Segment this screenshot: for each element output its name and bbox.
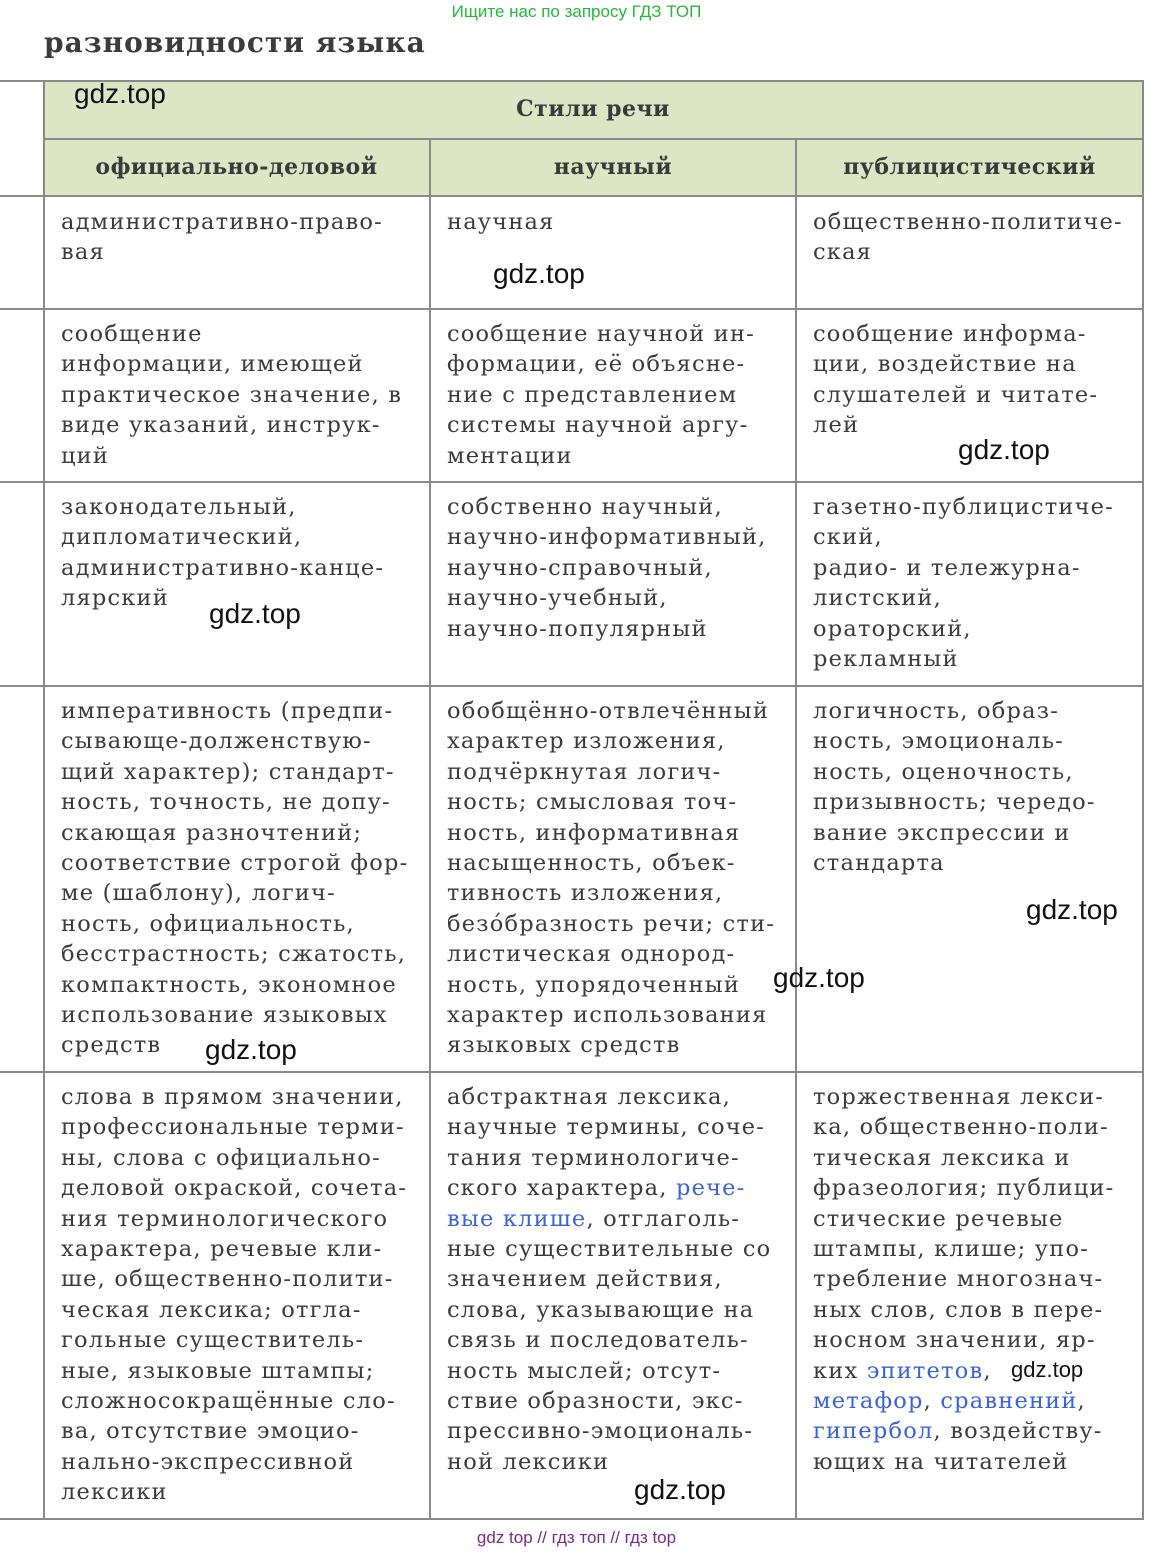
rule-row-3 bbox=[0, 685, 1144, 687]
watermark: gdz.top bbox=[773, 962, 865, 993]
cell-r2-scientific: сообщение научной ин- формации, её объясне- ние с представлением системы научной аргу- ментации bbox=[447, 321, 755, 469]
cell-r1-publicistic: общественно-политиче- ская bbox=[813, 209, 1123, 266]
watermark: gdz.top bbox=[74, 78, 166, 109]
speech-cliche-link[interactable]: рече- вые клише bbox=[447, 1175, 746, 1232]
watermark: gdz.top bbox=[493, 258, 585, 289]
column-header-official: официально-деловой bbox=[95, 154, 378, 180]
footer-links: gdz top // гдз топ // гдз top bbox=[476, 1528, 677, 1547]
top-banner: Ищите нас по запросу ГДЗ ТОП bbox=[451, 2, 702, 21]
rule-group-header bbox=[44, 138, 1144, 140]
rule-top bbox=[0, 80, 1144, 82]
cell-r5-publicistic-text-a: торжественная лекси- ка, общественно-поли- тическая лексика и фразеология; публици- стические речевые штампы, клише; упо- требление многознач- ных слов, слов в пере- носном значении, яр- ких bbox=[813, 1084, 1115, 1384]
hyperboles-link[interactable]: гипербол bbox=[813, 1418, 934, 1445]
column-header-publicistic: публицистический bbox=[843, 154, 1096, 180]
comparisons-link[interactable]: сравнений bbox=[940, 1388, 1078, 1415]
cell-r5-publicistic-text-b: , bbox=[983, 1357, 992, 1384]
cell-r3-official: законодательный, дипломатический, административно-канце- лярский bbox=[61, 494, 385, 612]
rule-col-2 bbox=[795, 138, 797, 1520]
cell-r1-scientific: научная bbox=[447, 209, 555, 235]
cell-r5-publicistic bbox=[813, 1082, 1114, 1477]
rule-right bbox=[1142, 80, 1144, 1520]
cell-r2-official: сообщение информации, имеющей практическое значение, в виде указаний, инструк- ций bbox=[61, 321, 403, 469]
cell-r2-publicistic: сообщение информа- ции, воздействие на слушателей и читате- лей bbox=[813, 321, 1099, 439]
watermark: gdz.top bbox=[1026, 894, 1118, 925]
cell-r4-publicistic: логичность, образ- ность, эмоциональ- ность, оценочность, призывность; чередо- вание экспрессии и стандарта bbox=[813, 698, 1096, 877]
watermark: gdz.top bbox=[1011, 1357, 1084, 1382]
page-heading: разновидности языка bbox=[44, 26, 426, 59]
cell-r3-scientific: собственно научный, научно-информативный, научно-справочный, научно-учебный, научно-популярный bbox=[447, 494, 767, 642]
metaphors-link[interactable]: метафор bbox=[813, 1388, 924, 1415]
rule-column-header bbox=[0, 195, 1144, 197]
rule-col-1 bbox=[429, 138, 431, 1520]
cell-r4-official: императивность (предпи- сывающе-долженствую- щий характер); стандарт- ность, точность, не допу- скающая разночтений; соответствие строгой фор- ме (шаблону), логич- ность, официальность, бесстрастность; сжатость, компактность, экономное использование языковых средств bbox=[61, 698, 409, 1059]
rule-row-4 bbox=[0, 1071, 1144, 1073]
cell-r5-publicistic-text-c: , bbox=[923, 1388, 941, 1415]
rule-left bbox=[43, 80, 45, 1520]
column-header-scientific: научный bbox=[553, 154, 673, 180]
cell-r5-scientific-text-b: , отглаголь- ные существительные со значением действия, слова, указывающие на связь и последователь- ность мыслей; отсут- ствие образности, экс- прессивно-эмоциональ- ной лексики bbox=[447, 1205, 772, 1475]
cell-r4-scientific: обобщённо-отвлечённый характер изложения, подчёркнутая логич- ность; смысловая точ- ность, информативная насыщенность, объек- тивность изложения, безо́бразность речи; сти- листическая однород- ность, упорядоченный характер использования языковых средств bbox=[447, 698, 776, 1059]
watermark: gdz.top bbox=[634, 1474, 726, 1505]
watermark: gdz.top bbox=[958, 434, 1050, 465]
cell-r1-official: административно-право- вая bbox=[61, 209, 383, 266]
group-header: Стили речи bbox=[516, 96, 670, 122]
cell-r5-scientific bbox=[447, 1082, 771, 1477]
cell-r5-scientific-text-a: абстрактная лексика, научные термины, соче- тания терминологиче- ского характера, bbox=[447, 1084, 766, 1202]
cell-r5-publicistic-text-d: , bbox=[1077, 1388, 1086, 1415]
rule-row-1 bbox=[0, 308, 1144, 310]
watermark: gdz.top bbox=[209, 598, 301, 629]
epithets-link[interactable]: эпитетов bbox=[866, 1357, 984, 1384]
watermark: gdz.top bbox=[205, 1034, 297, 1065]
cell-r5-publicistic-text-e: , воздейству- ющих на читателей bbox=[813, 1418, 1103, 1475]
cell-r3-publicistic: газетно-публицистиче- ский, радио- и тележурна- листский, ораторский, рекламный bbox=[813, 494, 1114, 673]
cell-r5-official: слова в прямом значении, профессиональные терми- ны, слова с официально- деловой окраской, сочета- ния терминологического характера, речевые кли- ше, общественно-полити- ческая лексика; отгла- гольные существитель- ные, языковые штампы; сложносокращённые сло- ва, отсутствие эмоцио- нально-экспрессивной лексики bbox=[61, 1084, 408, 1506]
rule-row-2 bbox=[0, 481, 1144, 483]
rule-bottom bbox=[0, 1518, 1144, 1520]
